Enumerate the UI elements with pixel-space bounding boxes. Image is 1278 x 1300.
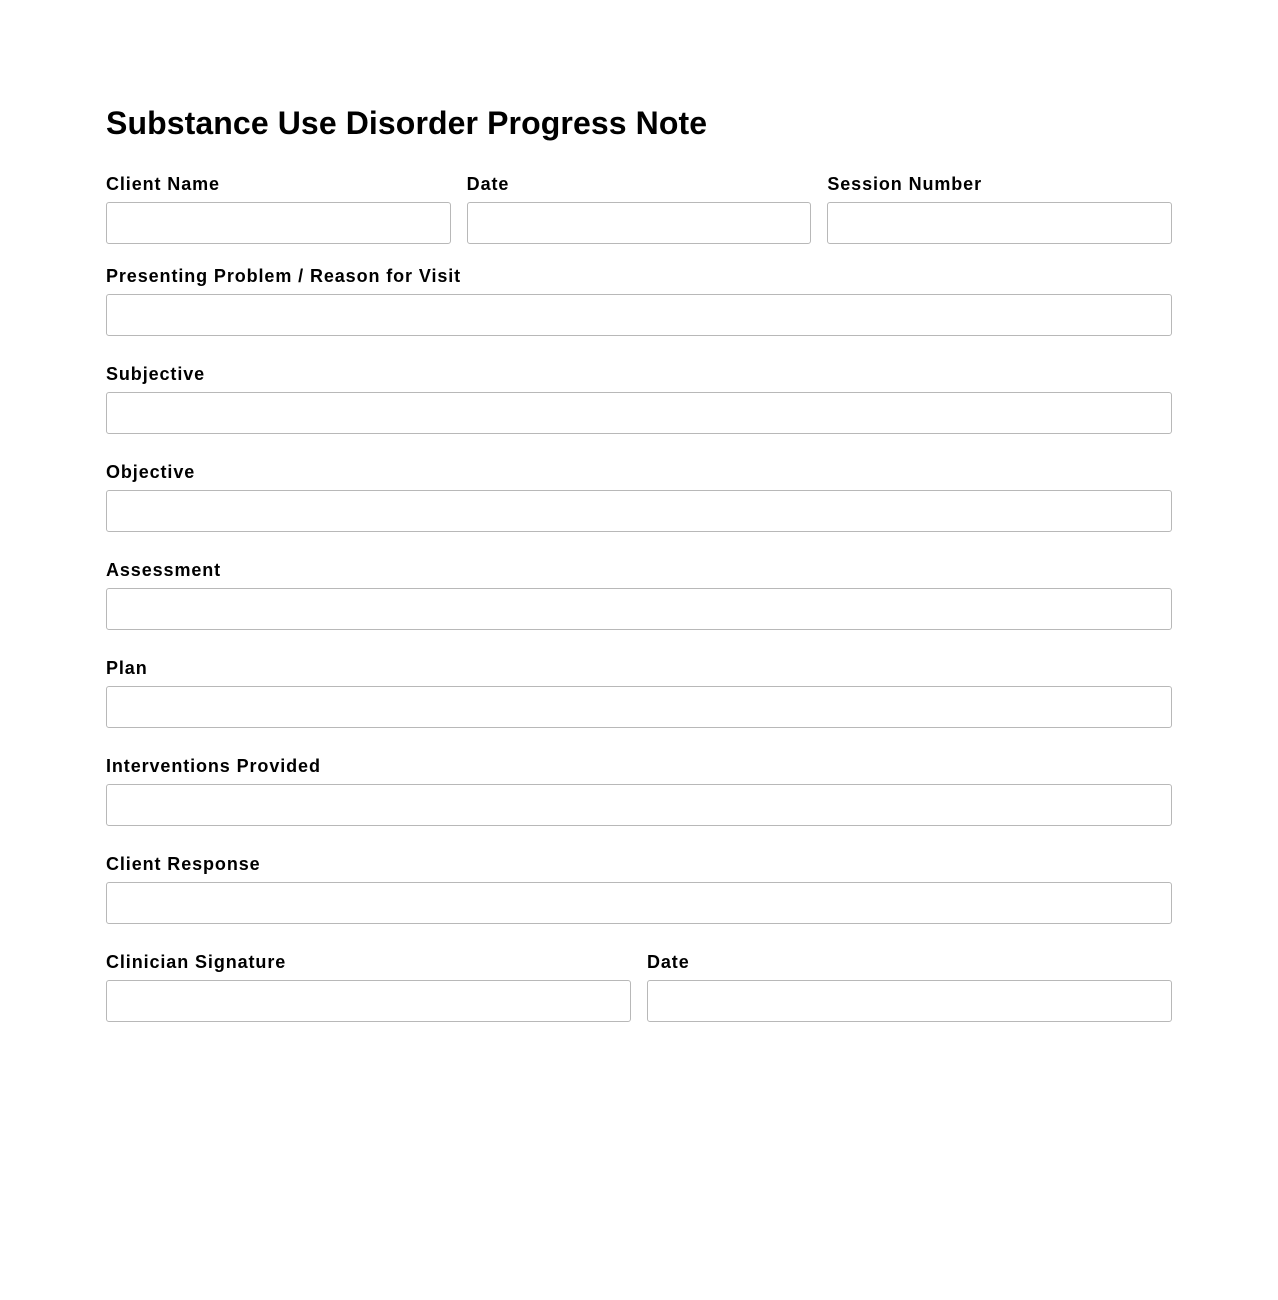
date-input[interactable]: [467, 202, 812, 244]
objective-label: Objective: [106, 462, 196, 482]
client-response-row: [106, 854, 1172, 924]
assessment-input[interactable]: [106, 588, 1172, 630]
subjective-field-group: [106, 364, 1172, 434]
plan-input[interactable]: [106, 686, 1172, 728]
signature-date-field-group: [647, 952, 1172, 1022]
client-response-input[interactable]: [106, 882, 1172, 924]
presenting-problem-field-group: [106, 266, 1172, 336]
objective-field-group: [106, 462, 1172, 532]
subjective-label: Subjective: [106, 364, 206, 384]
objective-row: [106, 462, 1172, 532]
plan-row: [106, 658, 1172, 728]
plan-label: Plan: [106, 658, 148, 678]
client-response-label: Client Response: [106, 854, 261, 874]
plan-field-group: [106, 658, 1172, 728]
date-field-group: [467, 174, 812, 244]
clinician-signature-field-group: [106, 952, 631, 1022]
interventions-field-group: [106, 756, 1172, 826]
presenting-problem-input[interactable]: [106, 294, 1172, 336]
session-number-input[interactable]: [827, 202, 1172, 244]
presenting-problem-label: Presenting Problem / Reason for Visit: [106, 266, 462, 286]
subjective-row: [106, 364, 1172, 434]
signature-row: [106, 952, 1172, 1022]
interventions-input[interactable]: [106, 784, 1172, 826]
objective-input[interactable]: [106, 490, 1172, 532]
signature-date-label: Date: [647, 952, 690, 972]
session-number-label: Session Number: [827, 174, 982, 194]
presenting-problem-row: [106, 266, 1172, 336]
interventions-row: [106, 756, 1172, 826]
client-name-field-group: [106, 174, 451, 244]
client-name-input[interactable]: [106, 202, 451, 244]
form-title: Substance Use Disorder Progress Note: [106, 105, 708, 141]
session-number-field-group: [827, 174, 1172, 244]
assessment-row: [106, 560, 1172, 630]
assessment-field-group: [106, 560, 1172, 630]
date-label: Date: [466, 174, 510, 194]
client-info-row: [106, 174, 1172, 244]
clinician-signature-label: Clinician Signature: [106, 952, 287, 972]
subjective-input[interactable]: [106, 392, 1172, 434]
client-response-field-group: [106, 854, 1172, 924]
client-name-label: Client Name: [106, 174, 220, 194]
assessment-label: Assessment: [106, 560, 222, 580]
clinician-signature-input[interactable]: [106, 980, 631, 1022]
interventions-label: Interventions Provided: [106, 756, 321, 776]
progress-note-form: [106, 100, 1172, 1022]
signature-date-input[interactable]: [647, 980, 1172, 1022]
